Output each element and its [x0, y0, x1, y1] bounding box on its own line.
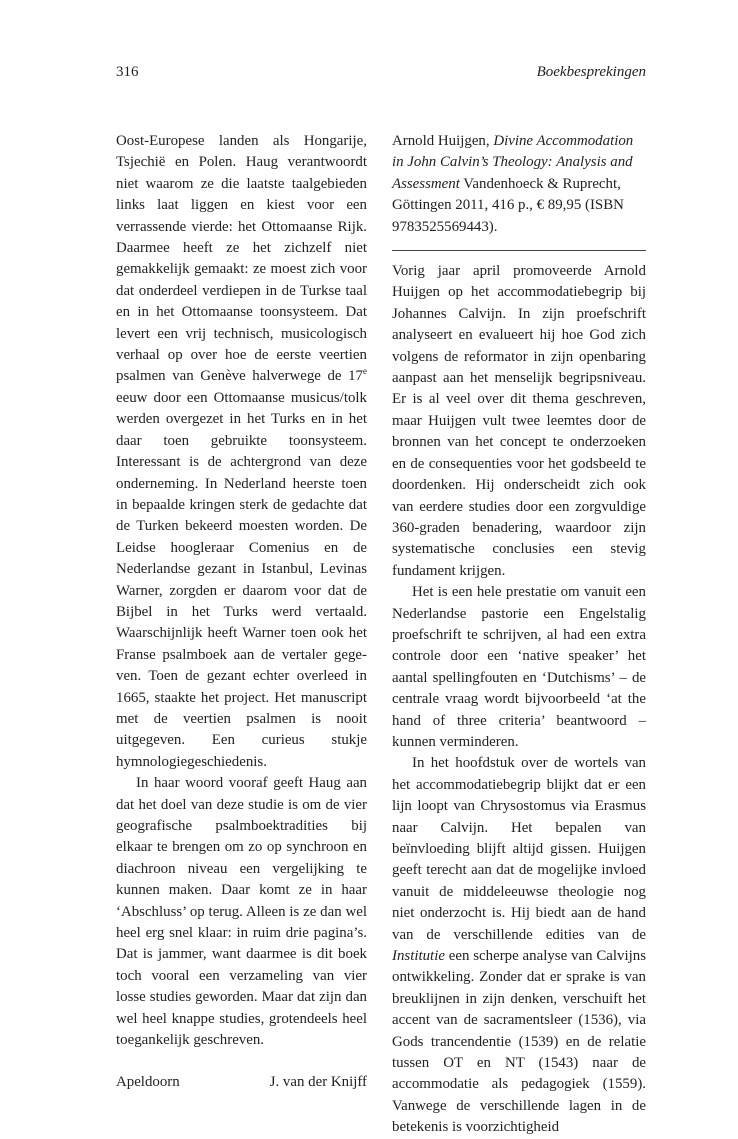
- book-title: Divine Accommodation in John Calvin’s Theology: Analysis and Assessment: [392, 133, 634, 192]
- review-signature: [116, 1072, 367, 1093]
- review-paragraph: Oost-Europese landen als Hongarije, Tsjechië en Polen. Haug verantwoordt niet waarom ze die laatste taalgebieden links laat liggen en kiest voor een verrassende vierde: het Ottomaanse Rijk. Daarmee heeft ze het zichzelf niet gemakkelijk gemaakt: ze moest zich voor dat onderdeel verdiepen in de Turkse taal en in het Ottomaanse toonsysteem. Dat levert een vrij technisch, musicologisch verhaal op over hoe de eerste veertien psalmen van Genève halverwege de 17e eeuw door een Ottomaanse musicus/tolk werden overgezet in het Turks en in het daar toen gebruikte toonsysteem. Interessant is de achtergrond van deze onderneming. In Nederland heerste toen in bepaalde kringen sterk de gedachte dat de Turken bekeerd moesten worden. De Leidse hoogleraar Comenius en de Nederlandse gezant in Istanbul, Levinas Warner, zorgden er daarom voor dat de Bijbel in het Turks werd vertaald. Waarschijnlijk heeft Warner toen ook het Franse psalmboek aan de vertaler gegeven. Toen de gezant echter overleed in 1665, staakte het project. Het manuscript met de veertien psalmen is nooit uitgegeven. Een curieus stukje hymnologiegeschiedenis.: [116, 133, 367, 770]
- review-paragraph: In het hoofdstuk over de wortels van het accommodatiebegrip blijkt dat er een lijn loopt van Chrysostomus via Erasmus naar Calvijn. Het bepalen van beïnvloeding blijft altijd gissen. Huijgen geeft terecht aan dat de mogelijke invloed vanuit de middeleeuwse theologie nog niet onderzocht is. Hij biedt aan de hand van de verschillende edities van de Institutie een scherpe analyse van Calvijns ontwikkeling. Zonder dat er sprake is van breuklijnen in zijn denken, verschuift het accent van de sacramentsleer (1536), via Gods trancendentie (1539) en de relatie tussen OT en NT (1543) naar de accommodatie als pedagogiek (1559). Vanwege de verschillende lagen in de betekenis is voorzichtigheid: [392, 755, 646, 1136]
- superscript-e: e: [363, 366, 367, 377]
- book-details: Vandenhoeck & Ruprecht, Göttingen 2011, 416 p., € 89,95 (ISBN 9783525569443).: [392, 175, 624, 235]
- running-head: Boekbesprekingen: [536, 64, 646, 80]
- italic-term: Institutie: [392, 948, 445, 965]
- page-header: [116, 64, 646, 88]
- signature-author: J. van der Knijff: [269, 1074, 367, 1091]
- review-paragraph: Vorig jaar april promoveerde Arnold Huijgen op het accommodatiebegrip bij Johannes Calvijn. In zijn proefschrift analyseert en evalueert hij hoe God zich volgens de reformator in zijn openbaring aanpast aan het menselijk begripsniveau. Er is al veel over dit thema geschreven, maar Huijgen vult twee leemtes door de bronnen van het concept te onderzoeken en de consequenties voor het godsbeeld te doordenken. Hij onderscheidt zich ook van eerdere studies door een zorgvuldige 360-graden benadering, waardoor zijn systematische conclusies een stevig fundament krijgen.: [392, 263, 646, 579]
- book-author: Arnold Huijgen,: [392, 133, 494, 149]
- signature-place: Apeldoorn: [116, 1074, 180, 1091]
- review-paragraph: Het is een hele prestatie om vanuit een Nederlandse pastorie een Engelstalig proefschrift te schrijven, al had een extra controle door een ‘native speaker’ het aantal spellingfouten en ‘Dutchisms’ – de centrale vraag wordt bijvoorbeeld ‘at the hand of three criteria’ beantwoord – kunnen verminderen.: [392, 584, 646, 750]
- review-paragraph: In haar woord vooraf geeft Haug aan dat het doel van deze studie is om de vier geografische psalmboektradities bij elkaar te brengen om zo op synchroon en diachroon niveau een vergelijking te kunnen maken. Daar komt ze in haar ‘Abschluss’ op terug. Alleen is ze dan wel heel erg snel klaar: in ruim drie pagina’s. Dat is jammer, want daarmee is dit boek toch vooral een verzameling van vier losse studies geworden. Maar dat zijn dan wel heel knappe studies, grotendeels heel toegankelijk geschreven.: [116, 775, 367, 1049]
- page-number: 316: [116, 64, 139, 80]
- book-reference: [392, 131, 646, 238]
- left-column: [116, 131, 367, 1094]
- divider: [392, 250, 646, 251]
- right-column: [392, 131, 646, 1139]
